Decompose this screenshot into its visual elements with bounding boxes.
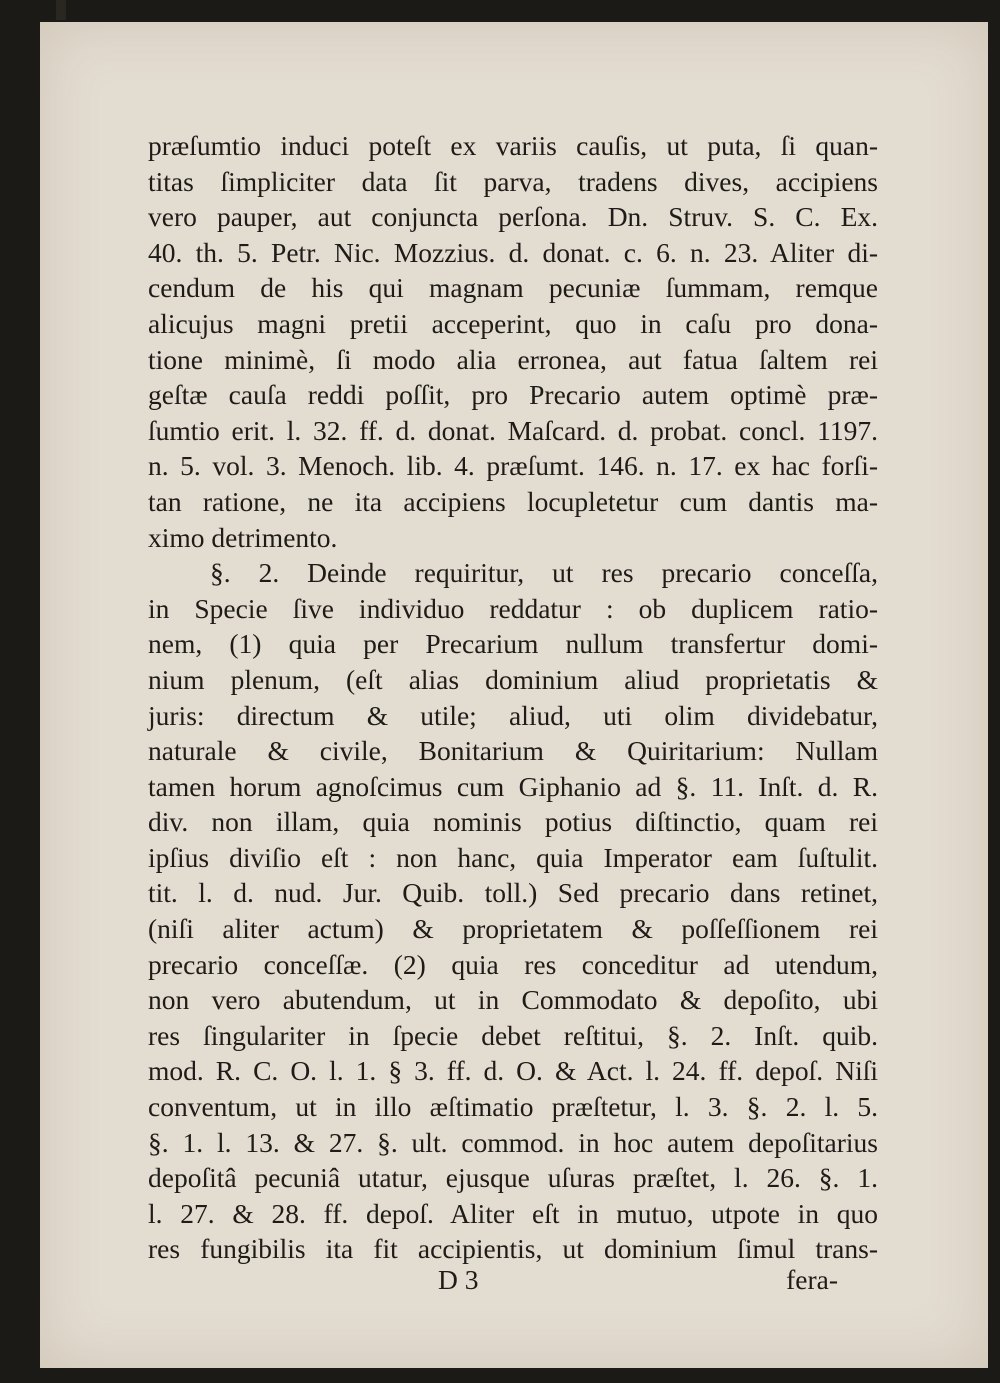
text-line: 40. th. 5. Petr. Nic. Mozzius. d. donat. c. 6. n. 23. Aliter di- bbox=[148, 236, 878, 268]
catchword: fera- bbox=[786, 1264, 838, 1295]
text-line: cendum de his qui magnam pecuniæ ſummam, remque bbox=[148, 272, 878, 304]
paragraph-end-line: ximo detrimento. bbox=[148, 521, 338, 553]
text-line: tamen horum agnoſcimus cum Giphanio ad §. 11. Inſt. d. R. bbox=[148, 770, 878, 802]
text-line: nium plenum, (eſt alias dominium aliud proprietatis & bbox=[148, 663, 878, 695]
text-line: juris: directum & utile; aliud, uti olim dividebatur, bbox=[148, 699, 878, 731]
binding-edge bbox=[56, 0, 66, 20]
text-line: ipſius diviſio eſt : non hanc, quia Imperator eam ſuſtulit. bbox=[148, 841, 878, 873]
text-line: conventum, ut in illo æſtimatio præſtetur, l. 3. §. 2. l. 5. bbox=[148, 1091, 878, 1123]
text-line: non vero abutendum, ut in Commodato & depoſito, ubi bbox=[148, 984, 878, 1016]
signature-mark: D 3 bbox=[438, 1264, 479, 1295]
body-text bbox=[148, 128, 878, 1267]
text-line: geſtæ cauſa reddi poſſit, pro Precario autem optimè præ- bbox=[148, 379, 878, 411]
text-line: div. non illam, quia nominis potius diſtinctio, quam rei bbox=[148, 806, 878, 838]
text-line: mod. R. C. O. l. 1. § 3. ff. d. O. & Act. l. 24. ff. depoſ. Niſi bbox=[148, 1055, 878, 1087]
book-page bbox=[40, 22, 988, 1368]
text-line: tione minimè, ſi modo alia erronea, aut fatua ſaltem rei bbox=[148, 343, 878, 375]
text-line: n. 5. vol. 3. Menoch. lib. 4. præſumt. 146. n. 17. ex hac forſi- bbox=[148, 450, 878, 482]
text-line: res fungibilis ita fit accipientis, ut dominium ſimul trans- bbox=[148, 1233, 878, 1265]
text-line: titas ſimpliciter data ſit parva, tradens dives, accipiens bbox=[148, 165, 878, 197]
text-line: tit. l. d. nud. Jur. Quib. toll.) Sed precario dans retinet, bbox=[148, 877, 878, 909]
text-line: præſumtio induci poteſt ex variis cauſis, ut puta, ſi quan- bbox=[148, 130, 878, 161]
text-line: §. 1. l. 13. & 27. §. ult. commod. in hoc autem depoſitarius bbox=[148, 1126, 878, 1158]
text-line: res ſingulariter in ſpecie debet reſtitui, §. 2. Inſt. quib. bbox=[148, 1019, 878, 1051]
page-footer bbox=[108, 1262, 838, 1298]
text-line: precario conceſſæ. (2) quia res conceditur ad utendum, bbox=[148, 948, 878, 980]
section-start-line: §. 2. Deinde requiritur, ut res precario conceſſa, bbox=[210, 557, 878, 589]
text-line: nem, (1) quia per Precarium nullum transfertur domi- bbox=[148, 628, 878, 660]
text-line: l. 27. & 28. ff. depoſ. Aliter eſt in mutuo, utpote in quo bbox=[148, 1197, 878, 1229]
text-line: depoſitâ pecuniâ utatur, ejusque uſuras præſtet, l. 26. §. 1. bbox=[148, 1162, 878, 1194]
text-line: naturale & civile, Bonitarium & Quiritarium: Nullam bbox=[148, 735, 878, 767]
text-line: ſumtio erit. l. 32. ff. d. donat. Maſcard. d. probat. concl. 1197. bbox=[148, 414, 878, 446]
text-line: in Specie ſive individuo reddatur : ob duplicem ratio- bbox=[148, 592, 878, 624]
text-line: (niſi aliter actum) & proprietatem & poſſeſſionem rei bbox=[148, 913, 878, 945]
text-line: alicujus magni pretii acceperint, quo in caſu pro dona- bbox=[148, 307, 878, 339]
text-line: tan ratione, ne ita accipiens locupletetur cum dantis ma- bbox=[148, 485, 878, 517]
text-line: vero pauper, aut conjuncta perſona. Dn. Struv. S. C. Ex. bbox=[148, 201, 878, 233]
